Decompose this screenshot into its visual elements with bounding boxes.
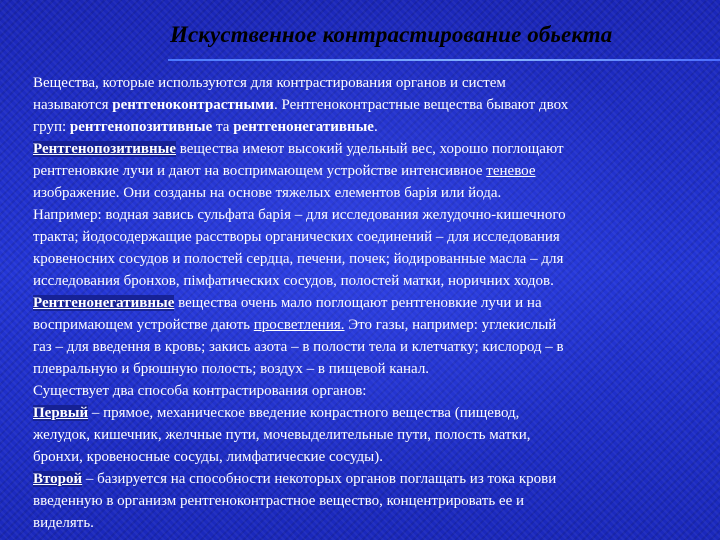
emphasized-term: Рентгенопозитивные [33, 141, 176, 157]
body-text-run: – прямое, механическое введение конрастного вещества (пищевод, [88, 405, 520, 421]
body-text-run: виделять. [33, 515, 94, 531]
body-line [33, 380, 701, 402]
body-line [33, 138, 701, 160]
emphasized-term: Второй [33, 471, 83, 487]
body-line [33, 490, 701, 512]
slide-body-text [33, 72, 701, 534]
body-text-run: Это газы, например: углекислый [344, 317, 557, 333]
body-text-run: Существует два способа контрастирования органов: [33, 383, 367, 399]
body-text-run: . [373, 119, 378, 135]
body-text-run: плевральную и брюшную полость; воздух – в пищевой канал. [33, 361, 430, 377]
body-text-run: желудок, кишечник, желчные пути, мочевыделительные пути, полость матки, [33, 427, 531, 443]
emphasized-term: рентгеноконтрастными [112, 97, 274, 113]
body-text-run: Вещества, которые используются для контрастирования органов и систем [33, 75, 506, 91]
body-line [33, 182, 701, 204]
body-text-run: исследования бронхов, пімфатических сосудов, полостей матки, норичних ходов. [33, 273, 554, 289]
body-text-run: бронхи, кровеносные сосуды, лимфатические сосуды). [33, 449, 383, 465]
body-text-run: введенную в организм рентгеноконтрастное вещество, концентрировать ее и [33, 493, 525, 509]
body-line [33, 226, 701, 248]
body-text-run: тракта; йодосодержащие расстворы органических соединений – для исследования [33, 229, 560, 245]
title-underline-rule [168, 59, 720, 61]
body-line [33, 402, 701, 424]
body-line [33, 358, 701, 380]
body-text-run: груп: [33, 119, 70, 135]
body-line [33, 94, 701, 116]
body-text-run: называются [33, 97, 113, 113]
emphasized-term: просветления. [253, 317, 345, 333]
body-line [33, 424, 701, 446]
slide-title: Искуственное контрастирование обьекта [170, 22, 613, 47]
body-line [33, 248, 701, 270]
body-text-run: газ – для введення в кровь; закись азота – в полости тела и клетчатку; кислород – в [33, 339, 564, 355]
emphasized-term: теневое [486, 163, 536, 179]
body-text-run: – базируется на способности некоторых органов поглащать из тока крови [82, 471, 557, 487]
body-text-run: . Рентгеноконтрастные вещества бывают двох [273, 97, 569, 113]
body-line [33, 72, 701, 94]
body-text-run: вещества имеют высокий удельный вес, хорошо поглощают [175, 141, 564, 157]
emphasized-term: рентгенонегативные [233, 119, 374, 135]
emphasized-term: Первый [33, 405, 89, 421]
body-line [33, 314, 701, 336]
body-text-run: воспримающем устройстве дають [33, 317, 254, 333]
body-text-run: вещества очень мало поглощают рентгеновкие лучи и на [174, 295, 542, 311]
body-line [33, 270, 701, 292]
emphasized-term: Рентгенонегативные [33, 295, 175, 311]
body-line [33, 204, 701, 226]
body-text-run: та [212, 119, 234, 135]
body-text-run: Например: водная завись сульфата барія – для исследования желудочно-кишечного [33, 207, 566, 223]
body-line [33, 292, 701, 314]
body-line [33, 336, 701, 358]
body-text-run: изображение. Они созданы на основе тяжелых елементов барія или йода. [33, 185, 502, 201]
body-text-run: кровеносних сосудов и полостей сердца, печени, почек; йодированные масла – для [33, 251, 564, 267]
emphasized-term: рентгенопозитивные [69, 119, 213, 135]
body-line [33, 468, 701, 490]
body-text-run: рентгеновкие лучи и дают на воспримающем устройстве интенсивное [33, 163, 487, 179]
body-line [33, 512, 701, 534]
body-line [33, 446, 701, 468]
body-line [33, 116, 701, 138]
body-line [33, 160, 701, 182]
